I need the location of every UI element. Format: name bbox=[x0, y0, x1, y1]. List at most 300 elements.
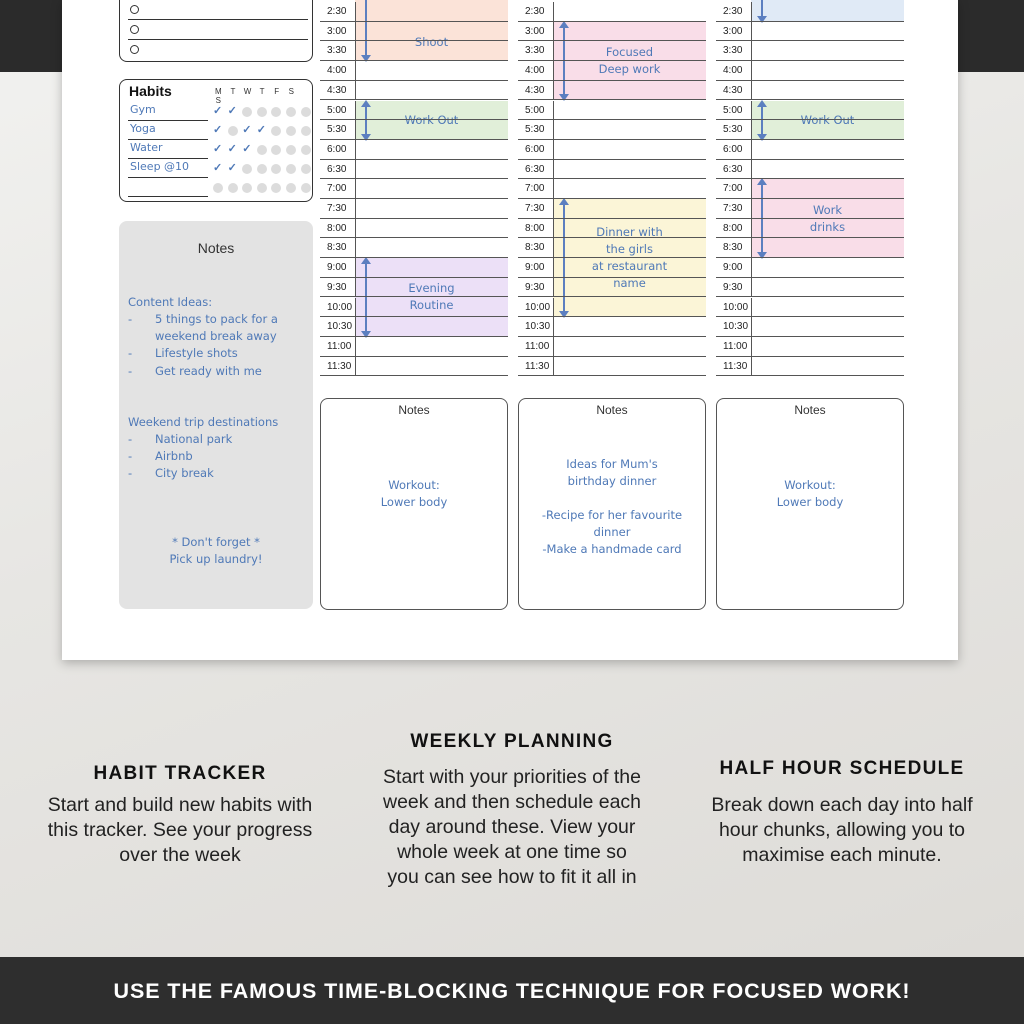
time-label: 11:30 bbox=[723, 360, 748, 372]
time-divider bbox=[355, 2, 356, 22]
time-divider bbox=[751, 160, 752, 180]
habit-tracker bbox=[119, 79, 313, 202]
time-divider bbox=[751, 278, 752, 298]
feature-line: week and then schedule each bbox=[382, 791, 642, 813]
time-slot[interactable] bbox=[716, 61, 904, 81]
habit-dot[interactable] bbox=[271, 164, 281, 174]
block-label: name bbox=[613, 276, 646, 291]
habit-dot[interactable] bbox=[301, 145, 311, 155]
time-slot[interactable] bbox=[320, 81, 508, 101]
time-label: 7:30 bbox=[723, 203, 743, 214]
checkmark-icon[interactable]: ✓ bbox=[213, 162, 223, 174]
note-line: -Recipe for her favourite bbox=[541, 508, 683, 522]
time-slot[interactable] bbox=[320, 120, 508, 140]
time-slot[interactable] bbox=[320, 298, 508, 318]
time-divider bbox=[553, 219, 554, 239]
block-label: Deep work bbox=[598, 62, 661, 77]
day-label: S bbox=[288, 87, 294, 96]
time-divider bbox=[355, 41, 356, 61]
time-label: 4:30 bbox=[327, 84, 347, 96]
time-label: 8:30 bbox=[525, 242, 545, 254]
time-divider bbox=[751, 22, 752, 42]
bullet: - bbox=[128, 449, 133, 463]
note-line: Get ready with me bbox=[155, 364, 262, 378]
habit-dot[interactable] bbox=[257, 164, 267, 174]
time-slot[interactable] bbox=[320, 41, 508, 61]
time-divider bbox=[355, 219, 356, 239]
time-divider bbox=[355, 357, 356, 377]
banner-text: USE THE FAMOUS TIME-BLOCKING TECHNIQUE FOR FOCUSED WORK! bbox=[113, 979, 911, 1003]
time-label: 5:30 bbox=[525, 124, 545, 136]
day-notes-card[interactable] bbox=[320, 398, 508, 610]
time-divider bbox=[553, 81, 554, 101]
time-slot[interactable] bbox=[716, 41, 904, 61]
time-label: 8:30 bbox=[723, 242, 743, 254]
time-label: 2:30 bbox=[723, 6, 743, 17]
time-slot[interactable] bbox=[518, 61, 706, 81]
time-label: 9:00 bbox=[525, 262, 545, 274]
habit-dot[interactable] bbox=[271, 107, 281, 117]
time-divider bbox=[553, 140, 554, 160]
todo-item[interactable] bbox=[128, 20, 308, 40]
day-notes-card[interactable] bbox=[518, 398, 706, 610]
time-label: 5:30 bbox=[723, 124, 743, 136]
feature-line: hour chunks, allowing you to bbox=[718, 819, 966, 841]
time-label: 4:00 bbox=[327, 65, 347, 77]
bullet: - bbox=[128, 346, 133, 360]
day-label: S bbox=[215, 96, 221, 105]
time-label: 11:30 bbox=[525, 360, 550, 372]
note-line: National park bbox=[155, 432, 233, 446]
habit-dot[interactable] bbox=[271, 145, 281, 155]
block-label: drinks bbox=[809, 219, 846, 234]
day-label: F bbox=[274, 87, 280, 96]
checkmark-icon[interactable]: ✓ bbox=[256, 124, 267, 136]
time-slot[interactable] bbox=[320, 258, 508, 278]
time-slot[interactable] bbox=[518, 140, 706, 160]
checkmark-icon[interactable]: ✓ bbox=[227, 143, 237, 155]
block-label: the girls bbox=[606, 242, 653, 257]
notes-panel bbox=[119, 221, 313, 609]
feature-line: Start with your priorities of the bbox=[383, 766, 641, 788]
time-slot[interactable] bbox=[716, 337, 904, 357]
time-slot[interactable] bbox=[518, 199, 706, 219]
time-label: 4:30 bbox=[525, 84, 545, 96]
time-label: 9:30 bbox=[327, 281, 347, 293]
time-divider bbox=[553, 357, 554, 377]
day-label: T bbox=[259, 87, 265, 96]
time-label: 6:30 bbox=[723, 163, 743, 175]
time-slot[interactable] bbox=[320, 357, 508, 377]
time-slot[interactable] bbox=[320, 199, 508, 219]
feature-heading: WEEKLY PLANNING bbox=[410, 731, 614, 752]
time-divider bbox=[751, 238, 752, 258]
day-label: M bbox=[214, 87, 222, 96]
feature-line: over the week bbox=[119, 844, 241, 866]
time-slot[interactable] bbox=[716, 2, 904, 22]
block-label: Shoot bbox=[414, 35, 449, 50]
feature-line: Break down each day into half bbox=[711, 794, 973, 816]
time-slot[interactable] bbox=[716, 140, 904, 160]
time-slot[interactable] bbox=[716, 357, 904, 377]
time-label: 8:00 bbox=[723, 222, 743, 234]
time-slot[interactable] bbox=[716, 22, 904, 42]
time-slot[interactable] bbox=[320, 2, 508, 22]
time-divider bbox=[553, 317, 554, 337]
habit-name: Water bbox=[130, 141, 163, 154]
note-line: 5 things to pack for a bbox=[155, 312, 278, 326]
time-divider bbox=[355, 317, 356, 337]
day-schedule-column bbox=[320, 0, 508, 380]
feature-line: Start and build new habits with bbox=[47, 794, 313, 816]
time-label: 4:00 bbox=[723, 65, 743, 77]
time-slot[interactable] bbox=[320, 140, 508, 160]
circle-icon[interactable] bbox=[130, 25, 139, 34]
time-label: 7:30 bbox=[525, 203, 545, 214]
time-slot[interactable] bbox=[518, 357, 706, 377]
time-label: 8:30 bbox=[327, 242, 347, 254]
time-label: 5:00 bbox=[525, 104, 545, 116]
block-label: at restaurant bbox=[591, 259, 668, 274]
todo-item[interactable] bbox=[128, 40, 308, 60]
time-slot[interactable] bbox=[518, 317, 706, 337]
time-slot[interactable] bbox=[518, 258, 706, 278]
time-label: 3:00 bbox=[525, 25, 545, 37]
time-slot[interactable] bbox=[716, 278, 904, 298]
feature-text bbox=[347, 765, 677, 890]
habits-day-header bbox=[211, 87, 312, 105]
time-slot[interactable] bbox=[716, 179, 904, 199]
time-label: 3:00 bbox=[327, 25, 347, 37]
time-label: 5:30 bbox=[327, 124, 347, 136]
habit-row bbox=[128, 121, 208, 140]
time-label: 7:00 bbox=[327, 183, 347, 195]
day-label: T bbox=[230, 87, 236, 96]
time-slot[interactable] bbox=[716, 81, 904, 101]
habit-dot[interactable] bbox=[213, 183, 223, 193]
time-label: 2:30 bbox=[525, 6, 545, 17]
time-label: 6:00 bbox=[327, 143, 347, 155]
habit-dot[interactable] bbox=[301, 164, 311, 174]
time-divider bbox=[751, 199, 752, 219]
time-slot[interactable] bbox=[716, 199, 904, 219]
time-slot[interactable] bbox=[518, 160, 706, 180]
time-slot[interactable] bbox=[320, 238, 508, 258]
time-divider bbox=[355, 160, 356, 180]
time-label: 6:00 bbox=[525, 143, 545, 155]
reminder-line: * Don't forget * bbox=[172, 535, 260, 549]
habit-dot[interactable] bbox=[228, 183, 238, 193]
time-slot[interactable] bbox=[518, 22, 706, 42]
time-divider bbox=[553, 298, 554, 318]
feature-line: you can see how to fit it all in bbox=[387, 866, 637, 888]
time-label: 8:00 bbox=[327, 222, 347, 234]
habits-title: Habits bbox=[129, 83, 172, 99]
todo-item[interactable] bbox=[128, 0, 308, 20]
notes-title: Notes bbox=[197, 240, 235, 256]
time-divider bbox=[355, 140, 356, 160]
checkmark-icon[interactable]: ✓ bbox=[213, 124, 223, 136]
time-divider bbox=[355, 278, 356, 298]
time-divider bbox=[553, 101, 554, 121]
time-divider bbox=[553, 278, 554, 298]
time-slot[interactable] bbox=[716, 298, 904, 318]
time-slot[interactable] bbox=[320, 337, 508, 357]
time-divider bbox=[553, 179, 554, 199]
time-slot[interactable] bbox=[518, 179, 706, 199]
time-slot[interactable] bbox=[716, 258, 904, 278]
feature-text bbox=[15, 793, 345, 868]
time-divider bbox=[751, 258, 752, 278]
block-label: Work Out bbox=[800, 112, 855, 127]
habit-dot[interactable] bbox=[271, 183, 281, 193]
time-slot[interactable] bbox=[320, 278, 508, 298]
note-line: dinner bbox=[593, 525, 631, 539]
day-schedule-column bbox=[716, 0, 904, 380]
day-label: W bbox=[243, 87, 252, 96]
time-slot[interactable] bbox=[320, 317, 508, 337]
time-divider bbox=[355, 22, 356, 42]
time-slot[interactable] bbox=[320, 61, 508, 81]
time-divider bbox=[553, 120, 554, 140]
feature-line: whole week at one time so bbox=[397, 841, 627, 863]
habit-name: Sleep @10 bbox=[130, 160, 190, 173]
time-divider bbox=[553, 199, 554, 219]
time-divider bbox=[355, 61, 356, 81]
habit-dot[interactable] bbox=[286, 145, 296, 155]
notes-title: Notes bbox=[596, 403, 628, 417]
time-divider bbox=[751, 337, 752, 357]
habit-row bbox=[128, 178, 208, 197]
feature-line: maximise each minute. bbox=[742, 844, 942, 866]
time-label: 3:00 bbox=[723, 25, 743, 37]
time-divider bbox=[751, 298, 752, 318]
trip-heading: Weekend trip destinations bbox=[128, 415, 279, 429]
time-label: 10:30 bbox=[327, 321, 353, 333]
note-line: weekend break away bbox=[155, 329, 277, 343]
habit-dot[interactable] bbox=[257, 183, 267, 193]
time-divider bbox=[553, 258, 554, 278]
time-divider bbox=[355, 120, 356, 140]
bullet: - bbox=[128, 432, 133, 446]
habit-dot[interactable] bbox=[286, 164, 296, 174]
time-slot[interactable] bbox=[518, 2, 706, 22]
checkmark-icon[interactable]: ✓ bbox=[242, 124, 252, 136]
time-divider bbox=[751, 61, 752, 81]
time-slot[interactable] bbox=[716, 160, 904, 180]
time-label: 7:30 bbox=[327, 203, 347, 214]
time-slot[interactable] bbox=[518, 81, 706, 101]
time-slot[interactable] bbox=[518, 120, 706, 140]
time-slot[interactable] bbox=[320, 160, 508, 180]
time-divider bbox=[355, 81, 356, 101]
time-label: 11:30 bbox=[327, 360, 352, 372]
block-label: Evening bbox=[408, 281, 455, 296]
time-divider bbox=[355, 337, 356, 357]
time-label: 7:00 bbox=[723, 183, 743, 195]
bullet: - bbox=[128, 312, 133, 326]
note-line: Ideas for Mum's bbox=[566, 457, 658, 471]
time-label: 10:00 bbox=[525, 301, 551, 313]
time-divider bbox=[751, 140, 752, 160]
content-ideas-heading: Content Ideas: bbox=[128, 295, 213, 309]
time-slot[interactable] bbox=[518, 337, 706, 357]
day-notes-card[interactable] bbox=[716, 398, 904, 610]
time-divider bbox=[553, 61, 554, 81]
feature-line: this tracker. See your progress bbox=[47, 819, 313, 841]
checkmark-icon[interactable]: ✓ bbox=[213, 143, 223, 155]
note-line: -Make a handmade card bbox=[542, 542, 682, 556]
dark-surface-left bbox=[0, 0, 62, 72]
block-label: Work bbox=[812, 202, 843, 217]
habit-name: Yoga bbox=[130, 122, 156, 135]
notes-title: Notes bbox=[794, 403, 826, 417]
habit-dot[interactable] bbox=[301, 126, 311, 136]
note-line: birthday dinner bbox=[567, 474, 657, 488]
time-divider bbox=[355, 258, 356, 278]
time-label: 9:00 bbox=[723, 262, 743, 274]
bullet: - bbox=[128, 466, 133, 480]
time-divider bbox=[355, 101, 356, 121]
checkmark-icon[interactable]: ✓ bbox=[242, 143, 252, 155]
habit-dot[interactable] bbox=[301, 183, 311, 193]
habit-dot[interactable] bbox=[228, 126, 238, 136]
time-divider bbox=[553, 160, 554, 180]
time-label: 10:30 bbox=[723, 321, 749, 333]
time-divider bbox=[553, 2, 554, 22]
time-label: 5:00 bbox=[723, 104, 743, 116]
time-slot[interactable] bbox=[716, 317, 904, 337]
day-schedule-column bbox=[518, 0, 706, 380]
time-divider bbox=[751, 81, 752, 101]
note-line: Airbnb bbox=[155, 449, 193, 463]
circle-icon[interactable] bbox=[130, 5, 139, 14]
planner-page bbox=[62, 0, 958, 660]
time-slot[interactable] bbox=[716, 238, 904, 258]
time-slot[interactable] bbox=[518, 41, 706, 61]
dark-surface-right bbox=[958, 0, 1024, 72]
time-label: 3:30 bbox=[525, 45, 545, 57]
time-divider bbox=[553, 238, 554, 258]
habit-dot[interactable] bbox=[286, 183, 296, 193]
time-divider bbox=[751, 219, 752, 239]
time-divider bbox=[751, 317, 752, 337]
block-label: Dinner with bbox=[596, 225, 663, 240]
time-divider bbox=[751, 120, 752, 140]
habit-dot[interactable] bbox=[286, 107, 296, 117]
time-slot[interactable] bbox=[716, 219, 904, 239]
time-label: 4:30 bbox=[723, 84, 743, 96]
time-label: 6:30 bbox=[327, 163, 347, 175]
time-slot[interactable] bbox=[320, 22, 508, 42]
time-slot[interactable] bbox=[518, 219, 706, 239]
habit-dot[interactable] bbox=[242, 164, 252, 174]
feature-text bbox=[677, 793, 1007, 868]
note-line: Lower body bbox=[776, 495, 844, 509]
note-line: Workout: bbox=[388, 478, 440, 492]
time-divider bbox=[751, 41, 752, 61]
time-divider bbox=[355, 199, 356, 219]
checkmark-icon[interactable]: ✓ bbox=[227, 162, 237, 174]
time-divider bbox=[553, 337, 554, 357]
time-label: 2:30 bbox=[327, 6, 347, 17]
time-divider bbox=[355, 179, 356, 199]
time-label: 6:30 bbox=[525, 163, 545, 175]
time-label: 5:00 bbox=[327, 104, 347, 116]
time-label: 11:00 bbox=[525, 340, 550, 352]
time-label: 10:00 bbox=[327, 301, 353, 313]
time-divider bbox=[751, 179, 752, 199]
time-divider bbox=[553, 22, 554, 42]
time-label: 9:30 bbox=[723, 281, 743, 293]
feature-heading: HABIT TRACKER bbox=[93, 763, 267, 784]
time-label: 11:00 bbox=[327, 340, 352, 352]
time-divider bbox=[553, 41, 554, 61]
time-label: 9:30 bbox=[525, 281, 545, 293]
time-label: 4:00 bbox=[525, 65, 545, 77]
checkmark-icon[interactable]: ✓ bbox=[227, 105, 237, 117]
time-divider bbox=[355, 298, 356, 318]
time-label: 8:00 bbox=[525, 222, 545, 234]
bullet: - bbox=[128, 364, 133, 378]
time-label: 10:30 bbox=[525, 321, 551, 333]
note-line: Workout: bbox=[784, 478, 836, 492]
time-label: 6:00 bbox=[723, 143, 743, 155]
habit-dot[interactable] bbox=[257, 107, 267, 117]
time-slot[interactable] bbox=[320, 101, 508, 121]
habit-dot[interactable] bbox=[242, 183, 252, 193]
time-label: 7:00 bbox=[525, 183, 545, 195]
notes-title: Notes bbox=[398, 403, 430, 417]
time-slot[interactable] bbox=[320, 219, 508, 239]
time-slot[interactable] bbox=[518, 278, 706, 298]
todo-list bbox=[119, 0, 313, 62]
note-line: City break bbox=[155, 466, 214, 480]
block-label: Routine bbox=[409, 298, 454, 313]
habit-dot[interactable] bbox=[271, 126, 281, 136]
checkmark-icon[interactable]: ✓ bbox=[213, 105, 223, 117]
time-slot[interactable] bbox=[716, 101, 904, 121]
time-divider bbox=[751, 101, 752, 121]
time-slot[interactable] bbox=[518, 238, 706, 258]
feature-line: day around these. View your bbox=[388, 816, 636, 838]
time-label: 10:00 bbox=[723, 301, 749, 313]
time-slot[interactable] bbox=[518, 298, 706, 318]
habit-dot[interactable] bbox=[242, 107, 252, 117]
time-label: 3:30 bbox=[723, 45, 743, 57]
time-divider bbox=[355, 238, 356, 258]
block-label: Work Out bbox=[404, 112, 459, 127]
habit-dot[interactable] bbox=[286, 126, 296, 136]
habit-name: Gym bbox=[130, 103, 156, 116]
time-slot[interactable] bbox=[320, 179, 508, 199]
habit-dot[interactable] bbox=[301, 107, 311, 117]
note-line: Lifestyle shots bbox=[155, 346, 238, 360]
time-slot[interactable] bbox=[518, 101, 706, 121]
time-divider bbox=[751, 357, 752, 377]
note-line: Lower body bbox=[380, 495, 448, 509]
time-label: 3:30 bbox=[327, 45, 347, 57]
habit-dot[interactable] bbox=[257, 145, 267, 155]
feature-heading: HALF HOUR SCHEDULE bbox=[719, 758, 965, 779]
time-slot[interactable] bbox=[716, 120, 904, 140]
time-label: 9:00 bbox=[327, 262, 347, 274]
reminder-line: Pick up laundry! bbox=[169, 552, 263, 566]
block-label: Focused bbox=[605, 45, 654, 60]
circle-icon[interactable] bbox=[130, 45, 139, 54]
time-divider bbox=[751, 2, 752, 22]
time-label: 11:00 bbox=[723, 340, 748, 352]
